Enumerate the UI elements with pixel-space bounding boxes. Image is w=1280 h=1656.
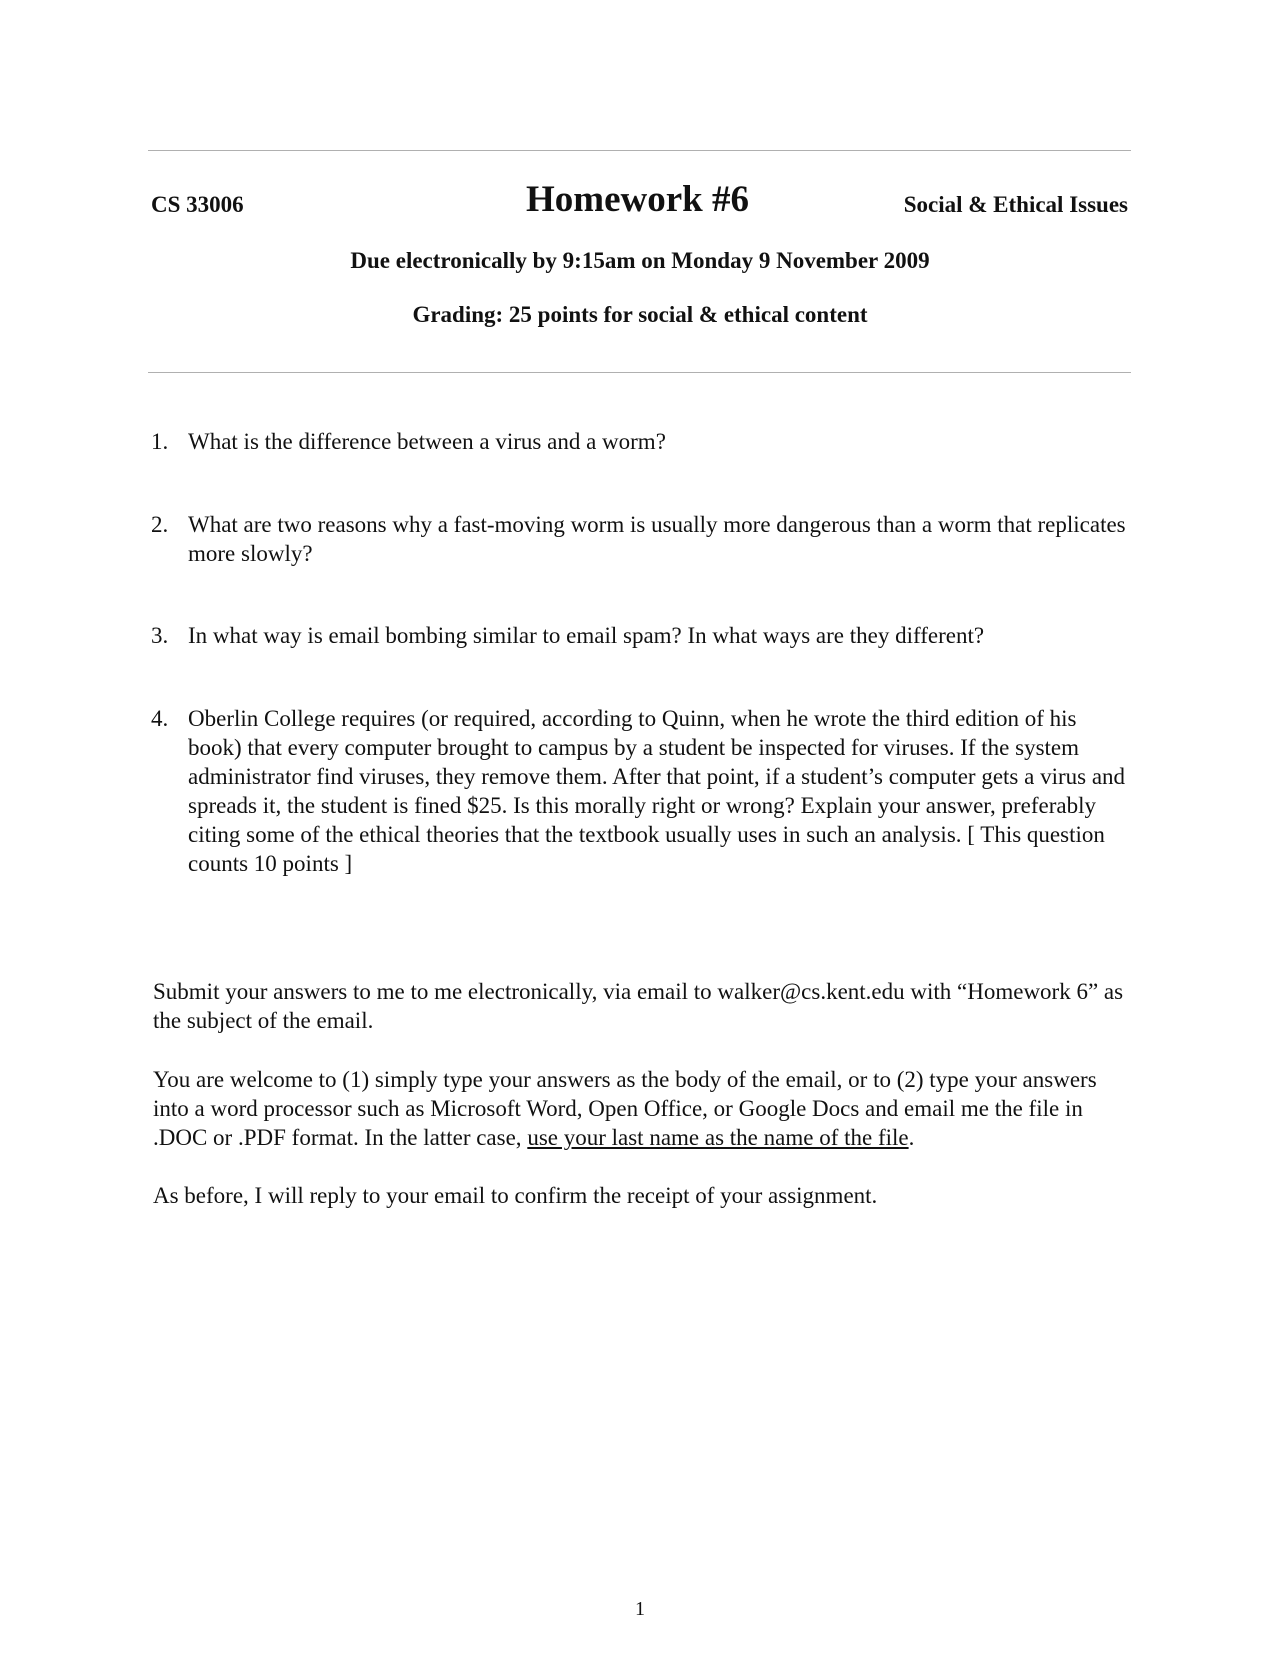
header-top-rule bbox=[148, 150, 1131, 151]
question-text: What is the difference between a virus and a worm? bbox=[188, 429, 666, 454]
course-subject: Social & Ethical Issues bbox=[903, 192, 1128, 217]
grading-info: Grading: 25 points for social & ethical content bbox=[412, 302, 868, 327]
submission-instructions: Submit your answers to me to me electronically, via email to walker@cs.kent.edu with “Homework 6” as the subject of the email. bbox=[153, 979, 1124, 1033]
header-bottom-rule bbox=[148, 372, 1131, 373]
question-text: Oberlin College requires (or required, according to Quinn, when he wrote the third edition of his book) that every computer brought to campus by a student be inspected for viruses. If the system administrator find viruses, they remove them. After that point, if a student’s computer gets a virus and spreads it, the student is fined $25. Is this morally right or wrong? Explain your answer, preferably citing some of the ethical theories that the textbook usually uses in such an analysis. [ This question counts 10 points ] bbox=[188, 706, 1126, 876]
filename-instruction: use your last name as the name of the file bbox=[527, 1125, 909, 1150]
question-number: 3. bbox=[151, 623, 169, 648]
question-3 bbox=[151, 621, 1131, 650]
course-code: CS 33006 bbox=[151, 192, 244, 217]
question-4 bbox=[151, 704, 1131, 878]
format-instructions-text: You are welcome to (1) simply type your answers as the body of the email, or to (2) type your answers into a word processor such as Microsoft Word, Open Office, or Google Docs and email me the file in .DOC or .PDF format. In the latter case, bbox=[153, 1067, 1097, 1150]
question-1 bbox=[151, 427, 1131, 456]
question-2 bbox=[151, 510, 1131, 568]
question-number: 4. bbox=[151, 706, 169, 731]
homework-title: Homework #6 bbox=[526, 179, 749, 220]
reply-note: As before, I will reply to your email to confirm the receipt of your assignment. bbox=[153, 1183, 878, 1208]
page-number: 1 bbox=[635, 1598, 645, 1620]
due-date: Due electronically by 9:15am on Monday 9 November 2009 bbox=[350, 248, 930, 273]
question-text: What are two reasons why a fast-moving worm is usually more dangerous than a worm that replicates more slowly? bbox=[188, 512, 1126, 566]
question-number: 2. bbox=[151, 512, 169, 537]
format-instructions bbox=[153, 1065, 1133, 1152]
format-instructions-end: . bbox=[908, 1125, 915, 1150]
question-number: 1. bbox=[151, 429, 169, 454]
question-text: In what way is email bombing similar to email spam? In what ways are they different? bbox=[188, 623, 985, 648]
